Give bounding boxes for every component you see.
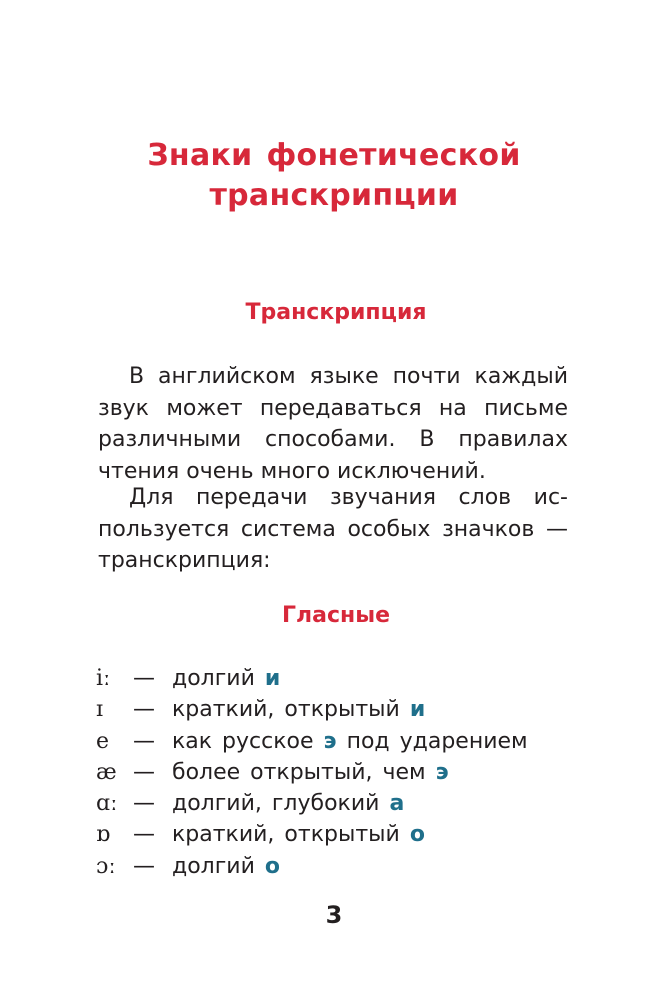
description-text: долгий, глубокий	[172, 791, 380, 817]
vowel-row	[96, 851, 576, 882]
page-number: 3	[325, 901, 343, 929]
description-text: краткий, открытый	[172, 822, 400, 848]
title-word: фонетической	[266, 138, 521, 173]
vowel-row	[96, 726, 576, 757]
phonetic-symbol: e	[96, 728, 110, 754]
russian-equivalent: и	[264, 666, 281, 691]
title-word: Знаки	[147, 138, 253, 173]
vowel-description	[172, 726, 528, 757]
vowel-description	[172, 788, 404, 819]
vowel-row	[96, 694, 576, 725]
text-line: чтения очень много исключений.	[98, 458, 486, 484]
text-line: пользуется система особых значков —	[98, 516, 568, 542]
description-text: как русское	[172, 728, 314, 754]
text-line: различными способами. В правилах	[98, 427, 568, 452]
text-line: Для передачи звучания слов ис-	[129, 485, 568, 510]
phonetic-symbol: iː	[96, 666, 111, 691]
vowel-list	[96, 663, 576, 882]
russian-equivalent: и	[409, 697, 426, 723]
vowel-description	[172, 757, 449, 788]
dash: —	[133, 697, 155, 723]
vowel-row	[96, 757, 576, 788]
text-line: В английском языке почти каждый	[129, 364, 568, 389]
text-line: звук может передаваться на письме	[98, 395, 568, 421]
vowel-description	[172, 819, 425, 850]
description-text: долгий	[172, 853, 255, 879]
section-heading-transcription: Транскрипция	[245, 300, 427, 325]
russian-equivalent: э	[323, 728, 337, 754]
description-text: долгий	[172, 666, 255, 691]
paragraph-intro	[98, 361, 568, 487]
vowel-description	[172, 851, 280, 882]
phonetic-symbol: æ	[96, 759, 117, 785]
phonetic-symbol: ɒ	[96, 822, 111, 848]
phonetic-symbol: ɑː	[96, 791, 118, 817]
dash: —	[133, 853, 155, 879]
dash: —	[133, 822, 155, 848]
russian-equivalent: э	[435, 759, 449, 785]
dash: —	[133, 666, 155, 691]
dash: —	[133, 728, 155, 754]
vowel-description	[172, 694, 425, 725]
description-text: краткий, открытый	[172, 697, 400, 723]
vowel-description	[172, 663, 280, 694]
description-text: под ударением	[346, 728, 528, 754]
page-title	[0, 136, 668, 216]
title-line-1	[0, 136, 668, 176]
vowel-row	[96, 819, 576, 850]
description-text: более открытый, чем	[172, 759, 426, 785]
dash: —	[133, 759, 155, 785]
vowel-row	[96, 788, 576, 819]
vowel-row	[96, 663, 576, 694]
russian-equivalent: о	[409, 822, 425, 848]
paragraph-transcription-system	[98, 482, 568, 577]
title-line-2: транскрипции	[209, 178, 459, 213]
text-line: транскрипция:	[98, 548, 271, 573]
phonetic-symbol: ɔː	[96, 853, 116, 879]
dash: —	[133, 791, 155, 817]
russian-equivalent: о	[264, 853, 281, 879]
section-heading-vowels: Гласные	[281, 603, 391, 628]
russian-equivalent: а	[389, 791, 405, 817]
phonetic-symbol: ɪ	[96, 697, 104, 723]
